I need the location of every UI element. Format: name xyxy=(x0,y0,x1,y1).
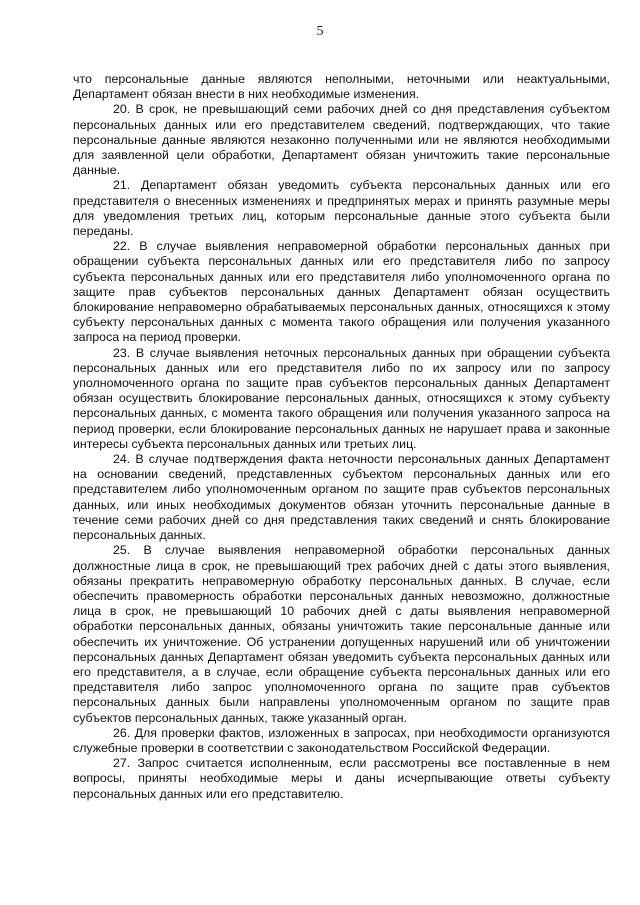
paragraph-26: 26. Для проверки фактов, изложенных в запросах, при необходимости организуются служебные проверки в соответствии с законодательством Российской Федерации. xyxy=(73,725,610,755)
paragraph-24: 24. В случае подтверждения факта неточности персональных данных Департамент на основании сведений, представленных субъектом персональных данных или его представителем либо уполномоченным органом по защите прав субъектов персональных данных, или иных необходимых документов обязан уточнить персональные данные в течение семи рабочих дней со дня представления таких сведений и снять блокирование персональных данных. xyxy=(73,452,610,543)
paragraph-20: 20. В срок, не превышающий семи рабочих дней со дня представления субъектом персональных данных или его представителем сведений, подтверждающих, что такие персональные данные являются незаконно полученными или не являются необходимыми для заявленной цели обработки, Департамент обязан уничтожить такие персональные данные. xyxy=(73,102,610,178)
paragraph-23: 23. В случае выявления неточных персональных данных при обращении субъекта персональных данных или его представителя либо по их запросу или по запросу уполномоченного органа по защите прав субъектов персональных данных Департамент обязан осуществить блокирование персональных данных, относящихся к этому субъекту персональных данных, с момента такого обращения или получения указанного запроса на период проверки, если блокирование персональных данных не нарушает права и законные интересы субъекта персональных данных или третьих лиц. xyxy=(73,345,610,451)
paragraph-25: 25. В случае выявления неправомерной обработки персональных данных должностные лица в срок, не превышающий трех рабочих дней с даты этого выявления, обязаны прекратить неправомерную обработку персональных данных. В случае, если обеспечить правомерность обработки персональных данных невозможно, должностные лица в срок, не превышающий 10 рабочих дней с даты выявления неправомерной обработки персональных данных, обязаны уничтожить такие персональные данные или обеспечить их уничтожение. Об устранении допущенных нарушений или об уничтожении персональных данных Департамент обязан уведомить субъекта персональных данных или его представителя, а в случае, если обращение субъекта персональных данных или его представителя либо запрос уполномоченного органа по защите прав субъектов персональных данных были направлены уполномоченным органом по защите прав субъектов персональных данных, также указанный орган. xyxy=(73,543,610,725)
page-number: 5 xyxy=(316,24,324,39)
paragraph-continuation: что персональные данные являются неполными, неточными или неактуальными, Департамент обязан внести в них необходимые изменения. xyxy=(73,72,610,102)
paragraph-27: 27. Запрос считается исполненным, если рассмотрены все поставленные в нем вопросы, приняты необходимые меры и даны исчерпывающие ответы субъекту персональных данных или его представителю. xyxy=(73,756,610,801)
paragraph-21: 21. Департамент обязан уведомить субъекта персональных данных или его представителя о внесенных изменениях и предпринятых мерах и принять разумные меры для уведомления третьих лиц, которым персональные данные этого субъекта были переданы. xyxy=(73,178,610,239)
document-body xyxy=(73,72,610,802)
paragraph-22: 22. В случае выявления неправомерной обработки персональных данных при обращении субъекта персональных данных или его представителя либо по запросу субъекта персональных данных или его представителя либо уполномоченного органа по защите прав субъектов персональных данных Департамент обязан осуществить блокирование неправомерно обрабатываемых персональных данных, относящихся к этому субъекту персональных данных с момента такого обращения или получения указанного запроса на период проверки. xyxy=(73,239,610,345)
